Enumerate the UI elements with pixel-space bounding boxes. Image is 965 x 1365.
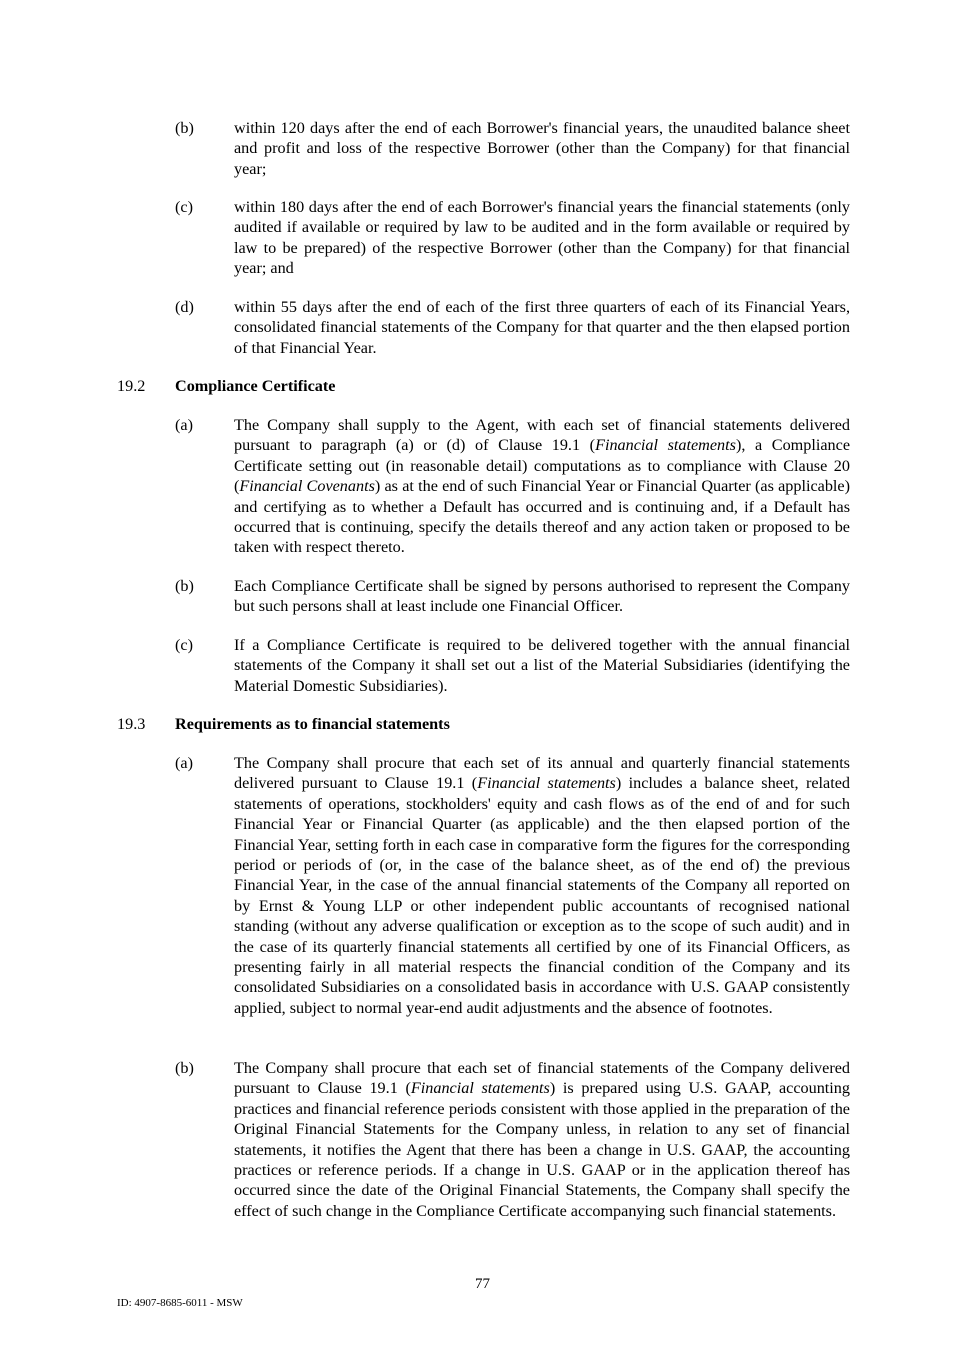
section-number-19-3: 19.3 xyxy=(117,715,146,733)
item-label-d: (d) xyxy=(175,298,194,316)
s193-item-text-b: The Company shall procure that each set of financial statements of the Company delivered pursuant to Clause 19.1 (Financial statements) is prepared using U.S. GAAP, accounting practices and financial reference periods consistent with those applied in the preparation of the Original Financial Statements for the Company unless, in relation to any set of financial statements, it notifies the Agent that there has been a change in U.S. GAAP, the accounting practices or reference periods. If a change in U.S. GAAP or in the application thereof has occurred since the date of the Original Financial Statements, the Company shall specify the effect of such change in the Compliance Certificate accompanying such financial statements. xyxy=(234,1059,850,1220)
item-text-c: within 180 days after the end of each Borrower's financial years the financial statements (only audited if available or required by law to be audited and in the form available or required by law to be prepared) of the respective Borrower (other than the Company) for that financial year; and xyxy=(234,198,850,278)
s192-item-text-c: If a Compliance Certificate is required to be delivered together with the annual financial statements of the Company it shall set out a list of the Material Subsidiaries (identifying the Material Domestic Subsidiaries). xyxy=(234,636,850,695)
s192-item-text-b: Each Compliance Certificate shall be signed by persons authorised to represent the Company but such persons shall at least include one Financial Officer. xyxy=(234,577,850,616)
document-id: ID: 4907-8685-6011 - MSW xyxy=(117,1297,243,1309)
s192-item-text-a: The Company shall supply to the Agent, with each set of financial statements delivered pursuant to paragraph (a) or (d) of Clause 19.1 (Financial statements), a Compliance Certificate setting out (in reasonable detail) computations as to compliance with Clause 20 (Financial Covenants) as at the end of such Financial Year or Financial Quarter (as applicable) and certifying as to whether a Default has occurred and is continuing and, if a Default has occurred that is continuing, specify the details thereof and any action taken or proposed to be taken with respect thereto. xyxy=(234,416,850,557)
item-label-b: (b) xyxy=(175,119,194,137)
page-number: 77 xyxy=(475,1276,490,1292)
s193-item-label-a: (a) xyxy=(175,754,193,772)
section-number-19-2: 19.2 xyxy=(117,377,146,395)
item-text-b: within 120 days after the end of each Borrower's financial years, the unaudited balance sheet and profit and loss of the respective Borrower (other than the Company) for that financial year; xyxy=(234,119,850,178)
s192-item-label-b: (b) xyxy=(175,577,194,595)
s193-item-label-b: (b) xyxy=(175,1059,194,1077)
item-label-c: (c) xyxy=(175,198,193,216)
s193-item-text-a: The Company shall procure that each set of its annual and quarterly financial statements delivered pursuant to Clause 19.1 (Financial statements) includes a balance sheet, related statements of operations, stockholders' equity and cash flows as of the end of and for such Financial Year or Financial Quarter (as applicable) and the then elapsed portion of the Financial Year, setting forth in each case in comparative form the figures for the corresponding period or periods of (or, in the case of the balance sheet, as of the end of) the previous Financial Year, in the case of the annual financial statements of the Company all reported on by Ernst & Young LLP or other independent public accountants of recognised national standing (without any adverse qualification or exception as to the scope of such audit) and in the case of its quarterly financial statements all certified by one of its Financial Officers, as presenting fairly in all material respects the financial condition of the Company and its consolidated Subsidiaries on a consolidated basis in accordance with U.S. GAAP consistently applied, subject to normal year-end audit adjustments and the absence of footnotes. xyxy=(234,754,850,1017)
section-title-compliance-certificate: Compliance Certificate xyxy=(175,377,336,395)
section-title-requirements: Requirements as to financial statements xyxy=(175,715,450,733)
s192-item-label-a: (a) xyxy=(175,416,193,434)
item-text-d: within 55 days after the end of each of the first three quarters of each of its Financial Years, consolidated financial statements of the Company for that quarter and the then elapsed portion of that Financial Year. xyxy=(234,298,850,357)
s192-item-label-c: (c) xyxy=(175,636,193,654)
